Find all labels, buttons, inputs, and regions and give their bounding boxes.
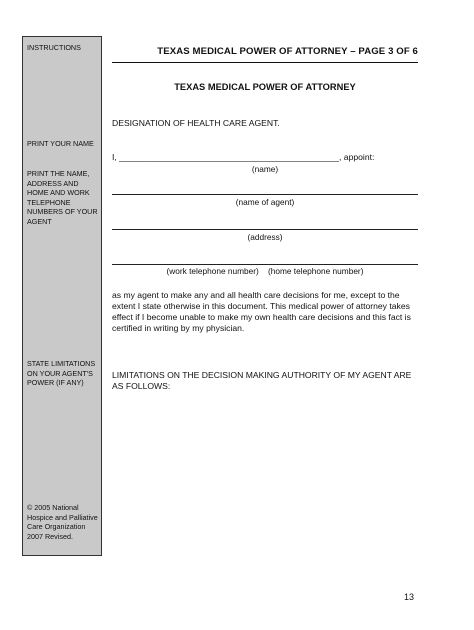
instructions-sidebar	[22, 36, 102, 556]
sidebar-instructions-heading: INSTRUCTIONS	[27, 43, 81, 52]
sidebar-print-agent-info: PRINT THE NAME, ADDRESS AND HOME AND WORK TELEPHONE NUMBERS OF YOUR AGENT	[27, 169, 98, 226]
document-title: TEXAS MEDICAL POWER OF ATTORNEY	[174, 82, 356, 92]
address-caption: (address)	[247, 232, 283, 242]
appoint-line: I, ______________________________________________, appoint:	[112, 152, 375, 162]
page-header-title: TEXAS MEDICAL POWER OF ATTORNEY – PAGE 3 OF 6	[157, 46, 418, 57]
limitations-heading: LIMITATIONS ON THE DECISION MAKING AUTHORITY OF MY AGENT ARE AS FOLLOWS:	[112, 370, 412, 391]
agent-name-line	[112, 194, 418, 195]
sidebar-state-limitations: STATE LIMITATIONS ON YOUR AGENT'S POWER (IF ANY)	[27, 359, 96, 388]
telephone-caption: (work telephone number) (home telephone number)	[166, 266, 364, 276]
section-heading: DESIGNATION OF HEALTH CARE AGENT.	[112, 118, 280, 128]
header-divider	[112, 62, 418, 63]
agent-authority-paragraph: as my agent to make any and all health care decisions for me, except to the extent I state otherwise in this document. This medical power of attorney takes effect if I become unable to make my own health care decisions and this fact is certified in writing by my physician.	[112, 290, 411, 333]
name-caption: (name)	[251, 164, 279, 174]
sidebar-print-your-name: PRINT YOUR NAME	[27, 139, 94, 148]
agent-name-caption: (name of agent)	[235, 197, 295, 207]
telephone-line	[112, 264, 418, 265]
sidebar-copyright: © 2005 National Hospice and Palliative Care Organization 2007 Revised.	[27, 503, 98, 541]
address-line	[112, 229, 418, 230]
page-number: 13	[404, 592, 415, 602]
